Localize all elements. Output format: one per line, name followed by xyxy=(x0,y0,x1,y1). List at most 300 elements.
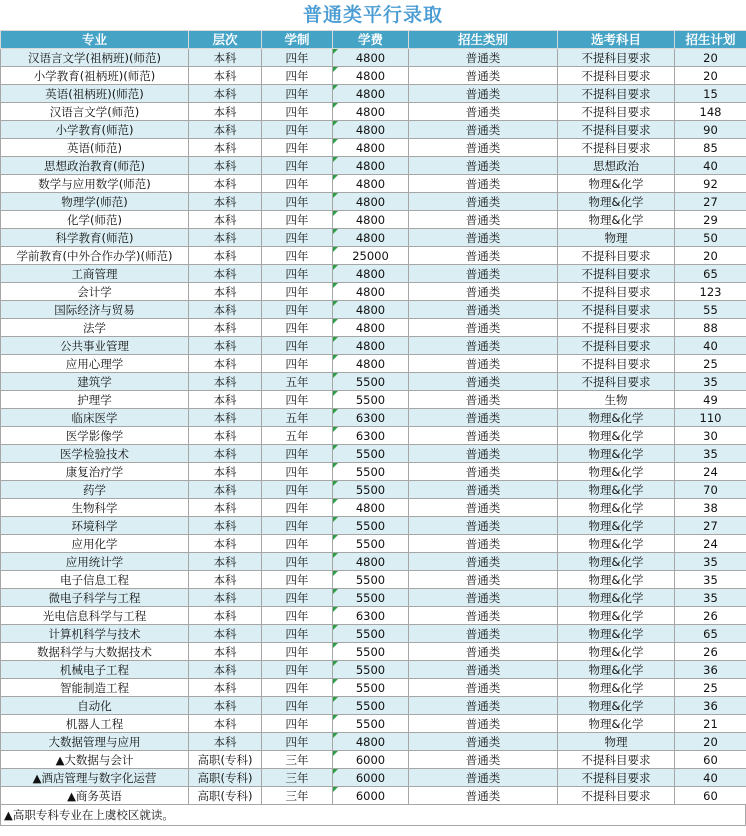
cell-quota: 20 xyxy=(675,49,746,67)
cell-major: 药学 xyxy=(1,481,189,499)
cell-quota: 35 xyxy=(675,373,746,391)
cell-subjects: 物理&化学 xyxy=(558,661,675,679)
table-row xyxy=(1,445,746,463)
table-row xyxy=(1,229,746,247)
cell-tuition: 4800 xyxy=(333,265,409,283)
table-row xyxy=(1,481,746,499)
cell-category: 普通类 xyxy=(409,121,558,139)
cell-level: 本科 xyxy=(189,409,262,427)
cell-level: 本科 xyxy=(189,319,262,337)
cell-subjects: 物理&化学 xyxy=(558,409,675,427)
cell-level: 本科 xyxy=(189,535,262,553)
cell-category: 普通类 xyxy=(409,283,558,301)
table-body xyxy=(1,49,746,805)
table-row xyxy=(1,715,746,733)
cell-tuition: 6300 xyxy=(333,409,409,427)
cell-category: 普通类 xyxy=(409,715,558,733)
cell-subjects: 物理&化学 xyxy=(558,193,675,211)
cell-quota: 26 xyxy=(675,643,746,661)
cell-tuition: 5500 xyxy=(333,715,409,733)
cell-major: 应用化学 xyxy=(1,535,189,553)
cell-level: 本科 xyxy=(189,715,262,733)
cell-level: 本科 xyxy=(189,103,262,121)
cell-subjects: 不提科目要求 xyxy=(558,751,675,769)
cell-level: 本科 xyxy=(189,49,262,67)
cell-duration: 四年 xyxy=(262,391,333,409)
cell-category: 普通类 xyxy=(409,373,558,391)
cell-category: 普通类 xyxy=(409,733,558,751)
cell-duration: 四年 xyxy=(262,49,333,67)
cell-tuition: 5500 xyxy=(333,373,409,391)
cell-duration: 四年 xyxy=(262,679,333,697)
cell-level: 本科 xyxy=(189,121,262,139)
cell-category: 普通类 xyxy=(409,67,558,85)
column-header-quota: 招生计划 xyxy=(675,31,746,49)
cell-major: 数据科学与大数据技术 xyxy=(1,643,189,661)
cell-category: 普通类 xyxy=(409,337,558,355)
cell-category: 普通类 xyxy=(409,481,558,499)
cell-quota: 40 xyxy=(675,337,746,355)
cell-quota: 65 xyxy=(675,625,746,643)
cell-level: 本科 xyxy=(189,193,262,211)
table-row xyxy=(1,463,746,481)
cell-duration: 四年 xyxy=(262,463,333,481)
cell-duration: 四年 xyxy=(262,301,333,319)
cell-subjects: 不提科目要求 xyxy=(558,49,675,67)
cell-major: 公共事业管理 xyxy=(1,337,189,355)
cell-major: 微电子科学与工程 xyxy=(1,589,189,607)
cell-quota: 38 xyxy=(675,499,746,517)
cell-category: 普通类 xyxy=(409,175,558,193)
cell-quota: 36 xyxy=(675,697,746,715)
cell-quota: 25 xyxy=(675,679,746,697)
cell-tuition: 5500 xyxy=(333,643,409,661)
cell-category: 普通类 xyxy=(409,211,558,229)
cell-category: 普通类 xyxy=(409,355,558,373)
cell-duration: 四年 xyxy=(262,157,333,175)
cell-quota: 55 xyxy=(675,301,746,319)
cell-duration: 四年 xyxy=(262,85,333,103)
cell-category: 普通类 xyxy=(409,247,558,265)
cell-major: ▲商务英语 xyxy=(1,787,189,805)
table-row xyxy=(1,409,746,427)
cell-category: 普通类 xyxy=(409,571,558,589)
cell-quota: 29 xyxy=(675,211,746,229)
cell-duration: 四年 xyxy=(262,229,333,247)
cell-major: 自动化 xyxy=(1,697,189,715)
cell-duration: 四年 xyxy=(262,247,333,265)
cell-subjects: 物理&化学 xyxy=(558,481,675,499)
cell-tuition: 4800 xyxy=(333,553,409,571)
cell-tuition: 4800 xyxy=(333,85,409,103)
table-row xyxy=(1,175,746,193)
cell-major: 工商管理 xyxy=(1,265,189,283)
cell-category: 普通类 xyxy=(409,679,558,697)
cell-duration: 四年 xyxy=(262,625,333,643)
cell-major: 化学(师范) xyxy=(1,211,189,229)
cell-tuition: 5500 xyxy=(333,517,409,535)
table-row xyxy=(1,517,746,535)
cell-subjects: 不提科目要求 xyxy=(558,319,675,337)
cell-tuition: 25000 xyxy=(333,247,409,265)
cell-level: 本科 xyxy=(189,229,262,247)
cell-level: 本科 xyxy=(189,301,262,319)
cell-tuition: 5500 xyxy=(333,535,409,553)
table-row xyxy=(1,643,746,661)
table-row xyxy=(1,571,746,589)
cell-tuition: 5500 xyxy=(333,625,409,643)
cell-major: 思想政治教育(师范) xyxy=(1,157,189,175)
cell-subjects: 物理&化学 xyxy=(558,643,675,661)
cell-duration: 四年 xyxy=(262,481,333,499)
table-row xyxy=(1,769,746,787)
table-row xyxy=(1,157,746,175)
cell-level: 本科 xyxy=(189,661,262,679)
cell-subjects: 物理&化学 xyxy=(558,535,675,553)
cell-duration: 四年 xyxy=(262,661,333,679)
table-row xyxy=(1,391,746,409)
cell-subjects: 物理&化学 xyxy=(558,211,675,229)
table-row xyxy=(1,121,746,139)
cell-subjects: 不提科目要求 xyxy=(558,355,675,373)
cell-level: 高职(专科) xyxy=(189,787,262,805)
table-row xyxy=(1,193,746,211)
cell-level: 本科 xyxy=(189,283,262,301)
cell-subjects: 不提科目要求 xyxy=(558,283,675,301)
cell-tuition: 6000 xyxy=(333,751,409,769)
table-row xyxy=(1,103,746,121)
cell-subjects: 物理&化学 xyxy=(558,499,675,517)
cell-duration: 四年 xyxy=(262,121,333,139)
cell-tuition: 4800 xyxy=(333,175,409,193)
cell-subjects: 不提科目要求 xyxy=(558,769,675,787)
header-row xyxy=(1,31,746,49)
cell-duration: 四年 xyxy=(262,67,333,85)
cell-quota: 35 xyxy=(675,445,746,463)
cell-subjects: 生物 xyxy=(558,391,675,409)
cell-subjects: 不提科目要求 xyxy=(558,373,675,391)
cell-major: 机器人工程 xyxy=(1,715,189,733)
table-row xyxy=(1,85,746,103)
cell-tuition: 4800 xyxy=(333,733,409,751)
cell-level: 本科 xyxy=(189,427,262,445)
table-row xyxy=(1,679,746,697)
cell-major: 物理学(师范) xyxy=(1,193,189,211)
cell-quota: 85 xyxy=(675,139,746,157)
cell-major: 会计学 xyxy=(1,283,189,301)
cell-tuition: 5500 xyxy=(333,481,409,499)
cell-level: 本科 xyxy=(189,139,262,157)
cell-tuition: 5500 xyxy=(333,661,409,679)
admission-table xyxy=(0,30,746,805)
cell-tuition: 5500 xyxy=(333,697,409,715)
table-row xyxy=(1,247,746,265)
cell-subjects: 不提科目要求 xyxy=(558,103,675,121)
cell-category: 普通类 xyxy=(409,445,558,463)
column-header-duration: 学制 xyxy=(262,31,333,49)
cell-category: 普通类 xyxy=(409,553,558,571)
cell-duration: 四年 xyxy=(262,211,333,229)
cell-category: 普通类 xyxy=(409,157,558,175)
table-row xyxy=(1,265,746,283)
cell-subjects: 物理&化学 xyxy=(558,427,675,445)
cell-major: 环境科学 xyxy=(1,517,189,535)
page-title: 普通类平行录取 xyxy=(302,4,443,26)
cell-major: 光电信息科学与工程 xyxy=(1,607,189,625)
cell-level: 本科 xyxy=(189,481,262,499)
cell-tuition: 4800 xyxy=(333,355,409,373)
cell-subjects: 物理&化学 xyxy=(558,571,675,589)
cell-major: 护理学 xyxy=(1,391,189,409)
table-row xyxy=(1,751,746,769)
cell-duration: 三年 xyxy=(262,769,333,787)
cell-category: 普通类 xyxy=(409,463,558,481)
cell-major: 汉语言文学(师范) xyxy=(1,103,189,121)
cell-duration: 四年 xyxy=(262,265,333,283)
cell-major: 医学影像学 xyxy=(1,427,189,445)
cell-major: 学前教育(中外合作办学)(师范) xyxy=(1,247,189,265)
cell-category: 普通类 xyxy=(409,265,558,283)
column-header-major: 专业 xyxy=(1,31,189,49)
cell-duration: 四年 xyxy=(262,319,333,337)
cell-quota: 88 xyxy=(675,319,746,337)
cell-category: 普通类 xyxy=(409,517,558,535)
cell-duration: 四年 xyxy=(262,607,333,625)
cell-quota: 70 xyxy=(675,481,746,499)
table-row xyxy=(1,499,746,517)
cell-duration: 四年 xyxy=(262,733,333,751)
cell-quota: 60 xyxy=(675,787,746,805)
cell-quota: 123 xyxy=(675,283,746,301)
cell-quota: 27 xyxy=(675,517,746,535)
cell-quota: 148 xyxy=(675,103,746,121)
cell-tuition: 4800 xyxy=(333,103,409,121)
cell-quota: 26 xyxy=(675,607,746,625)
cell-duration: 五年 xyxy=(262,409,333,427)
cell-quota: 21 xyxy=(675,715,746,733)
cell-quota: 20 xyxy=(675,67,746,85)
cell-level: 本科 xyxy=(189,265,262,283)
table-row xyxy=(1,733,746,751)
cell-quota: 92 xyxy=(675,175,746,193)
table-row xyxy=(1,301,746,319)
cell-quota: 40 xyxy=(675,769,746,787)
cell-subjects: 不提科目要求 xyxy=(558,265,675,283)
cell-subjects: 物理&化学 xyxy=(558,607,675,625)
cell-level: 本科 xyxy=(189,571,262,589)
cell-tuition: 4800 xyxy=(333,301,409,319)
cell-level: 本科 xyxy=(189,67,262,85)
cell-category: 普通类 xyxy=(409,427,558,445)
cell-level: 本科 xyxy=(189,589,262,607)
cell-major: ▲酒店管理与数字化运营 xyxy=(1,769,189,787)
cell-duration: 四年 xyxy=(262,175,333,193)
cell-duration: 三年 xyxy=(262,751,333,769)
cell-major: 英语(师范) xyxy=(1,139,189,157)
cell-major: 计算机科学与技术 xyxy=(1,625,189,643)
cell-quota: 27 xyxy=(675,193,746,211)
cell-major: 电子信息工程 xyxy=(1,571,189,589)
cell-tuition: 5500 xyxy=(333,463,409,481)
cell-subjects: 物理&化学 xyxy=(558,715,675,733)
cell-level: 本科 xyxy=(189,157,262,175)
cell-major: 国际经济与贸易 xyxy=(1,301,189,319)
cell-major: 英语(祖柄班)(师范) xyxy=(1,85,189,103)
cell-quota: 65 xyxy=(675,265,746,283)
cell-major: 临床医学 xyxy=(1,409,189,427)
cell-subjects: 不提科目要求 xyxy=(558,787,675,805)
cell-level: 本科 xyxy=(189,607,262,625)
cell-tuition: 4800 xyxy=(333,67,409,85)
cell-category: 普通类 xyxy=(409,643,558,661)
cell-tuition: 6000 xyxy=(333,769,409,787)
cell-major: 建筑学 xyxy=(1,373,189,391)
cell-tuition: 4800 xyxy=(333,121,409,139)
cell-level: 本科 xyxy=(189,373,262,391)
cell-tuition: 4800 xyxy=(333,211,409,229)
cell-level: 本科 xyxy=(189,733,262,751)
cell-tuition: 4800 xyxy=(333,139,409,157)
cell-level: 本科 xyxy=(189,85,262,103)
table-row xyxy=(1,535,746,553)
cell-category: 普通类 xyxy=(409,85,558,103)
cell-subjects: 不提科目要求 xyxy=(558,121,675,139)
cell-level: 本科 xyxy=(189,175,262,193)
cell-duration: 四年 xyxy=(262,571,333,589)
cell-quota: 60 xyxy=(675,751,746,769)
cell-level: 本科 xyxy=(189,553,262,571)
cell-level: 本科 xyxy=(189,679,262,697)
cell-level: 本科 xyxy=(189,499,262,517)
table-row xyxy=(1,607,746,625)
cell-duration: 四年 xyxy=(262,139,333,157)
cell-subjects: 思想政治 xyxy=(558,157,675,175)
cell-level: 本科 xyxy=(189,625,262,643)
cell-category: 普通类 xyxy=(409,391,558,409)
cell-subjects: 物理 xyxy=(558,229,675,247)
cell-tuition: 4800 xyxy=(333,229,409,247)
cell-category: 普通类 xyxy=(409,301,558,319)
cell-category: 普通类 xyxy=(409,139,558,157)
cell-quota: 49 xyxy=(675,391,746,409)
table-row xyxy=(1,661,746,679)
cell-duration: 四年 xyxy=(262,535,333,553)
table-row xyxy=(1,589,746,607)
cell-tuition: 4800 xyxy=(333,49,409,67)
cell-duration: 五年 xyxy=(262,373,333,391)
cell-level: 本科 xyxy=(189,337,262,355)
cell-quota: 15 xyxy=(675,85,746,103)
cell-quota: 50 xyxy=(675,229,746,247)
cell-duration: 四年 xyxy=(262,715,333,733)
cell-tuition: 4800 xyxy=(333,499,409,517)
cell-duration: 四年 xyxy=(262,517,333,535)
cell-level: 本科 xyxy=(189,445,262,463)
cell-level: 本科 xyxy=(189,643,262,661)
cell-subjects: 物理&化学 xyxy=(558,589,675,607)
cell-level: 本科 xyxy=(189,391,262,409)
cell-tuition: 5500 xyxy=(333,391,409,409)
cell-tuition: 5500 xyxy=(333,679,409,697)
cell-category: 普通类 xyxy=(409,625,558,643)
cell-major: 科学教育(师范) xyxy=(1,229,189,247)
column-header-category: 招生类别 xyxy=(409,31,558,49)
cell-duration: 四年 xyxy=(262,643,333,661)
cell-duration: 五年 xyxy=(262,427,333,445)
cell-category: 普通类 xyxy=(409,499,558,517)
cell-major: 大数据管理与应用 xyxy=(1,733,189,751)
table-row xyxy=(1,553,746,571)
cell-tuition: 6300 xyxy=(333,607,409,625)
table-row xyxy=(1,211,746,229)
cell-subjects: 物理&化学 xyxy=(558,445,675,463)
cell-quota: 30 xyxy=(675,427,746,445)
cell-subjects: 不提科目要求 xyxy=(558,337,675,355)
cell-subjects: 物理&化学 xyxy=(558,679,675,697)
cell-level: 本科 xyxy=(189,517,262,535)
cell-quota: 35 xyxy=(675,553,746,571)
cell-subjects: 不提科目要求 xyxy=(558,139,675,157)
cell-duration: 四年 xyxy=(262,337,333,355)
cell-category: 普通类 xyxy=(409,535,558,553)
cell-duration: 四年 xyxy=(262,499,333,517)
cell-tuition: 4800 xyxy=(333,157,409,175)
cell-tuition: 4800 xyxy=(333,337,409,355)
cell-major: 医学检验技术 xyxy=(1,445,189,463)
cell-major: 小学教育(师范) xyxy=(1,121,189,139)
table-row xyxy=(1,67,746,85)
cell-subjects: 物理&化学 xyxy=(558,625,675,643)
cell-quota: 20 xyxy=(675,733,746,751)
cell-quota: 40 xyxy=(675,157,746,175)
cell-subjects: 物理&化学 xyxy=(558,463,675,481)
cell-duration: 四年 xyxy=(262,445,333,463)
column-header-level: 层次 xyxy=(189,31,262,49)
table-row xyxy=(1,337,746,355)
cell-subjects: 不提科目要求 xyxy=(558,301,675,319)
cell-category: 普通类 xyxy=(409,769,558,787)
cell-category: 普通类 xyxy=(409,319,558,337)
cell-level: 本科 xyxy=(189,697,262,715)
cell-duration: 四年 xyxy=(262,553,333,571)
cell-category: 普通类 xyxy=(409,589,558,607)
cell-subjects: 不提科目要求 xyxy=(558,85,675,103)
cell-tuition: 4800 xyxy=(333,193,409,211)
footnote: ▲高职专科专业在上虞校区就读。 xyxy=(0,805,746,826)
cell-quota: 35 xyxy=(675,571,746,589)
table-row xyxy=(1,319,746,337)
cell-major: 数学与应用数学(师范) xyxy=(1,175,189,193)
cell-tuition: 5500 xyxy=(333,445,409,463)
cell-tuition: 4800 xyxy=(333,283,409,301)
cell-category: 普通类 xyxy=(409,49,558,67)
cell-tuition: 5500 xyxy=(333,571,409,589)
cell-subjects: 物理&化学 xyxy=(558,697,675,715)
cell-category: 普通类 xyxy=(409,193,558,211)
cell-tuition: 4800 xyxy=(333,319,409,337)
cell-level: 本科 xyxy=(189,211,262,229)
cell-subjects: 物理&化学 xyxy=(558,175,675,193)
table-row xyxy=(1,49,746,67)
cell-subjects: 不提科目要求 xyxy=(558,247,675,265)
cell-major: ▲大数据与会计 xyxy=(1,751,189,769)
cell-duration: 三年 xyxy=(262,787,333,805)
cell-major: 应用心理学 xyxy=(1,355,189,373)
cell-major: 康复治疗学 xyxy=(1,463,189,481)
cell-level: 高职(专科) xyxy=(189,769,262,787)
cell-major: 生物科学 xyxy=(1,499,189,517)
cell-category: 普通类 xyxy=(409,697,558,715)
